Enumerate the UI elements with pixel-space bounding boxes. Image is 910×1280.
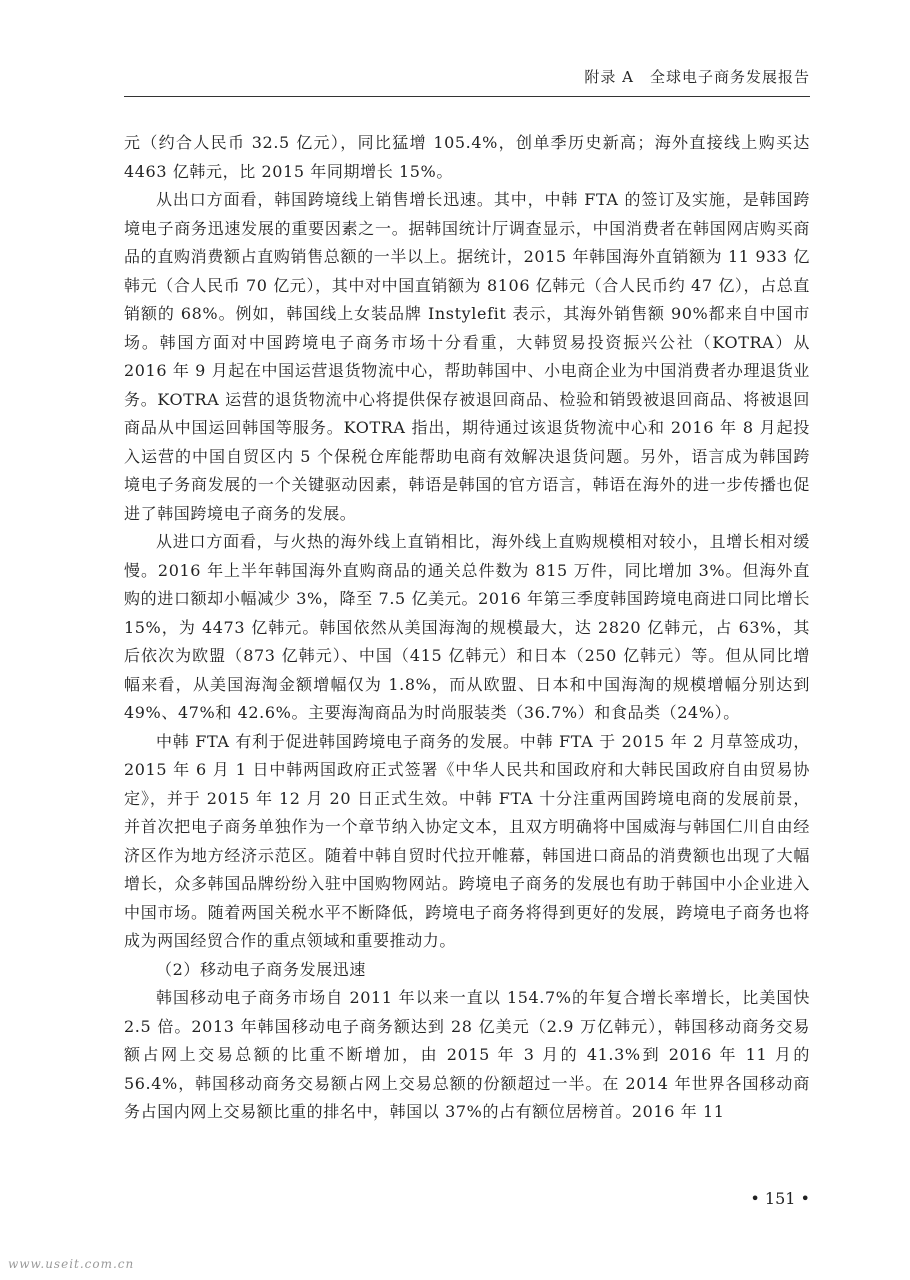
- running-header: [124, 62, 810, 97]
- page-body: [124, 129, 810, 1127]
- page-number: • 151 •: [750, 1189, 810, 1208]
- body-paragraph-fta: 中韩 FTA 有利于促进韩国跨境电子商务的发展。中韩 FTA 于 2015 年 2 月草签成功，2015 年 6 月 1 日中韩两国政府正式签署《中华人民共和国政府和大韩民国政府自由贸易协定》，并于 2015 年 12 月 20 日正式生效。中韩 FTA 十分注重两国跨境电商的发展前景，并首次把电子商务单独作为一个章节纳入协定文本，且双方明确将中国威海与韩国仁川自由经济区作为地方经济示范区。随着中韩自贸时代拉开帷幕，韩国进口商品的消费额也出现了大幅增长，众多韩国品牌纷纷入驻中国购物网站。跨境电子商务的发展也有助于韩国中小企业进入中国市场。随着两国关税水平不断降低，跨境电子商务将得到更好的发展，跨境电子商务也将成为两国经贸合作的重点领域和重要推动力。: [124, 731, 810, 950]
- body-paragraph-mobile-commerce: 韩国移动电子商务市场自 2011 年以来一直以 154.7%的年复合增长率增长，比美国快 2.5 倍。2013 年韩国移动电子商务额达到 28 亿美元（2.9 万亿韩元），韩国移动商务交易额占网上交易总额的比重不断增加，由 2015 年 3 月的 41.3%到 2016 年 11 月的 56.4%，韩国移动商务交易额占网上交易总额的份额超过一半。在 2014 年世界各国移动商务占国内网上交易额比重的排名中，韩国以 37%的占有额位居榜首。2016 年 11: [124, 988, 810, 1121]
- running-header-title: 附录 A 全球电子商务发展报告: [584, 68, 810, 86]
- section-subheading: （2）移动电子商务发展迅速: [156, 959, 366, 979]
- watermark: www.useit.com.cn: [8, 1257, 135, 1271]
- body-paragraph-import: 从进口方面看，与火热的海外线上直销相比，海外线上直购规模相对较小，且增长相对缓慢。2016 年上半年韩国海外直购商品的通关总件数为 815 万件，同比增加 3%。但海外直购的进口额却小幅减少 3%，降至 7.5 亿美元。2016 年第三季度韩国跨境电商进口同比增长 15%，为 4473 亿韩元。韩国依然从美国海淘的规模最大，达 2820 亿韩元，占 63%，其后依次为欧盟（873 亿韩元）、中国（415 亿韩元）和日本（250 亿韩元）等。但从同比增幅来看，从美国海淘金额增幅仅为 1.8%，而从欧盟、日本和中国海淘的规模增幅分别达到 49%、47%和 42.6%。主要海淘商品为时尚服装类（36.7%）和食品类（24%）。: [124, 532, 810, 722]
- body-paragraph-export: 从出口方面看，韩国跨境线上销售增长迅速。其中，中韩 FTA 的签订及实施，是韩国跨境电子商务迅速发展的重要因素之一。据韩国统计厅调查显示，中国消费者在韩国网店购买商品的直购消费额占直购销售总额的一半以上。据统计，2015 年韩国海外直销额为 11 933 亿韩元（合人民币 70 亿元），其中对中国直销额为 8106 亿韩元（合人民币约 47 亿），占总直销额的 68%。例如，韩国线上女装品牌 Instylefit 表示，其海外销售额 90%都来自中国市场。韩国方面对中国跨境电子商务市场十分看重，大韩贸易投资振兴公社（KOTRA）从 2016 年 9 月起在中国运营退货物流中心，帮助韩国中、小电商企业为中国消费者办理退货业务。KOTRA 运营的退货物流中心将提供保存被退回商品、检验和销毁被退回商品、将被退回商品从中国运回韩国等服务。KOTRA 指出，期待通过该退货物流中心和 2016 年 8 月起投入运营的中国自贸区内 5 个保税仓库能帮助电商有效解决退货问题。另外，语言成为韩国跨境电子务商发展的一个关键驱动因素，韩语是韩国的官方语言，韩语在海外的进一步传播也促进了韩国跨境电子商务的发展。: [124, 190, 810, 523]
- body-paragraph-continued: 元（约合人民币 32.5 亿元），同比猛增 105.4%，创单季历史新高；海外直接线上购买达 4463 亿韩元，比 2015 年同期增长 15%。: [124, 133, 810, 181]
